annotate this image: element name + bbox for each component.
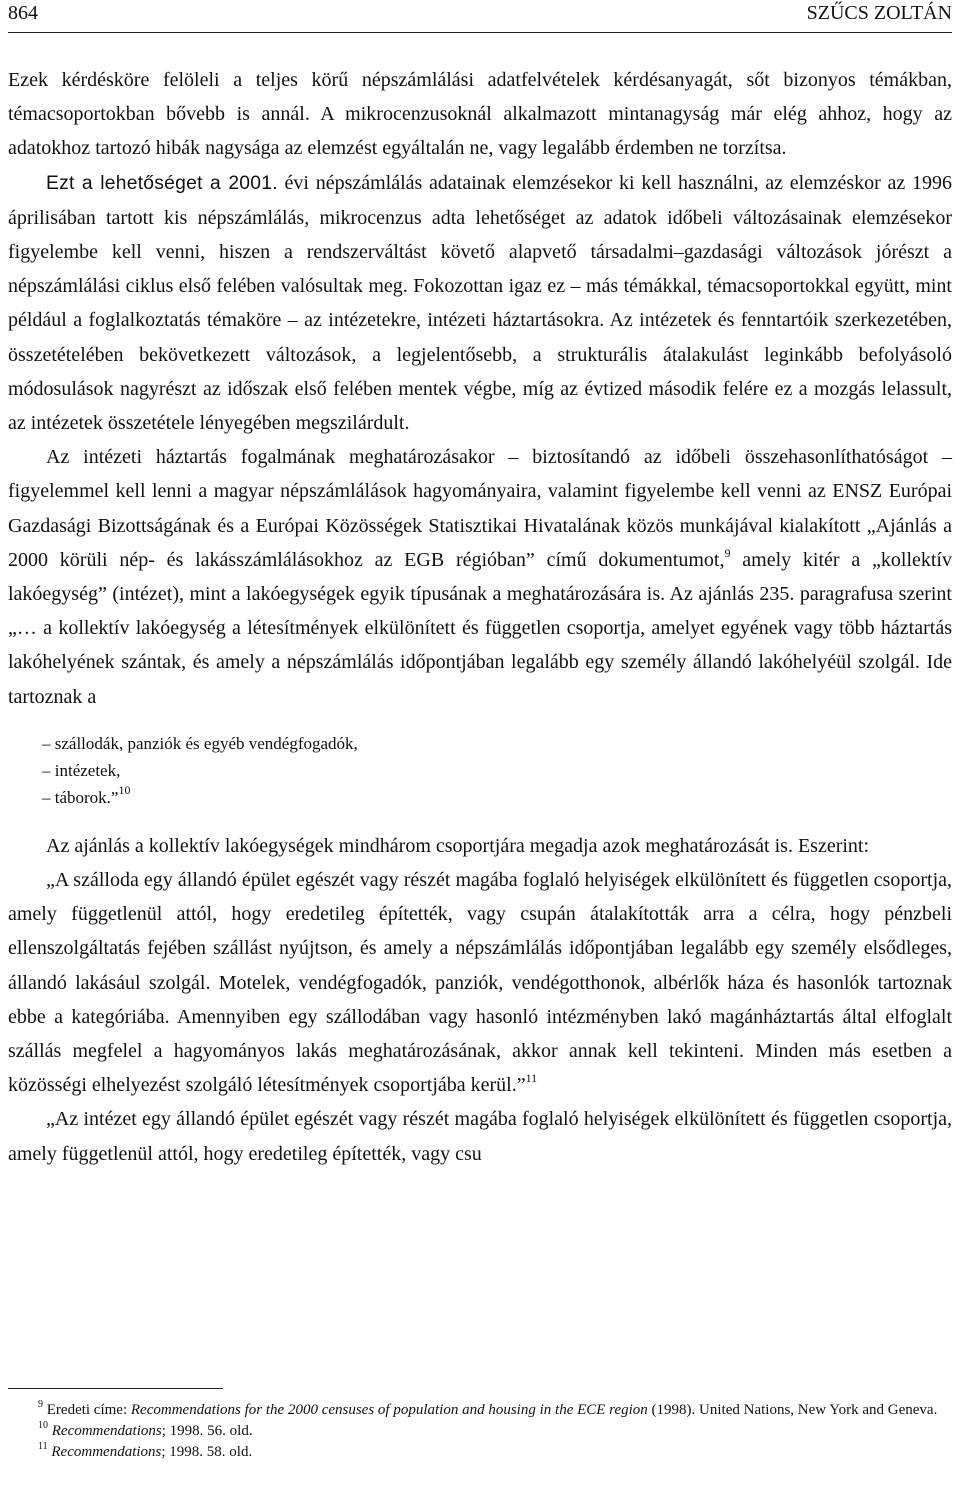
footnote-ref-11: 11 [525, 1071, 538, 1086]
footnote-11 [8, 1442, 952, 1463]
footnote-title: Recommendations [51, 1444, 162, 1460]
footnote-number: 9 [38, 1399, 43, 1410]
header-rule [8, 32, 952, 33]
footnote-ref-9: 9 [724, 545, 731, 560]
paragraph-3-text-a: Az intézeti háztartás fogalmának meghatározásakor – biztosítandó az időbeli összehasonlíthatóságot – figyelemmel kell lenni a magyar népszámlálások hagyományaira, valamint figyelembe kell venni az ENSZ Európai Gazdasági Bizottságának és a Európai Közösségek Statisztikai Hivatalának közös munkájával kialakított „Ajánlás a 2000 körüli nép- és lakásszámlálásokhoz az EGB régióban” című dokumentumot, [8, 446, 952, 571]
body-text [8, 63, 952, 1171]
footnote-text: ; 1998. 56. old. [161, 1423, 253, 1439]
footnote-text: Eredeti címe: [46, 1402, 131, 1418]
footnote-text: (1998). United Nations, New York and Geneva. [647, 1402, 938, 1418]
paragraph-4: Az ajánlás a kollektív lakóegységek mindhárom csoportjára megadja azok meghatározását is. Eszerint: [46, 834, 870, 857]
footnote-number: 10 [38, 1420, 48, 1431]
footnote-ref-10: 10 [118, 782, 131, 797]
paragraph-6: „Az intézet egy állandó épület egészét vagy részét magába foglaló helyiségek elkülönített és független csoportja, amely függetlenül attól, hogy eredetileg építették, vagy csu [8, 1108, 952, 1165]
footnotes [8, 1400, 952, 1463]
paragraph-3 [8, 440, 952, 714]
footnote-10 [8, 1421, 952, 1442]
paragraph-1: Ezek kérdésköre felöleli a teljes körű népszámlálási adatfelvételek kérdésanyagát, sőt bizonyos témákban, témacsoportokban bővebb is annál. A mikrocenzusoknál alkalmazott mintanagyság már elég ahhoz, hogy az adatokhoz tartozó hibák nagysága az elemzést egyáltalán ne, vagy legalább érdemben ne torzítsa. [8, 69, 952, 160]
paragraph-5-text: „A szálloda egy állandó épület egészét vagy részét magába foglaló helyiségek elkülönített és független csoportja, amely függetlenül attól, hogy eredetileg építették, vagy csupán átalakították arra a célra, hogy pénzbeli ellenszolgáltatás fejében szállást nyújtson, és amely a népszámlálás időpontjában legalább egy személy elsődleges, állandó lakásául szolgál. Motelek, vendégfogadók, panziók, vendégotthonok, albérlők háza és hasonlók tartoznak ebbe a kategóriába. Amennyiben egy szállodában vagy hasonló intézményben lakó magánháztartás által elfoglalt szállás megfelel a hagyományos lakás meghatározásának, akkor annak kell tekinteni. Minden más esetben a közösségi elhelyezést szolgáló létesítmények csoportjába kerül.” [8, 869, 952, 1097]
footnote-9 [8, 1400, 952, 1421]
footnote-title: Recommendations for the 2000 censuses of population and housing in the ECE region [130, 1402, 648, 1418]
paragraph-2 [8, 166, 952, 441]
footnote-rule [8, 1388, 223, 1389]
paragraph-2-text: évi népszámlálás adatainak elemzésekor ki kell használni, az elemzéskor az 1996 áprilisában tartott kis népszámlálás, mikrocenzus adta lehetőséget az adatok időbeli változásainak elemzésekor figyelembe kell venni, hiszen a rendszerváltást követő alapvető társadalmi–gazdasági változások jórészt a népszámlálási ciklus első felében valósultak meg. Fokozottan igaz ez – más témákkal, témacsoportokkal együtt, mint például a foglalkoztatás témaköre – az intézetekre, intézeti háztartásokra. Az intézetek és fenntartóik szerkezetében, összetételében bekövetkezett változások, a legjelentősebb, a strukturális átalakulást leginkább befolyásoló módosulások nagyrészt az időszak első felében mentek végbe, míg az évtized második felére ez a mozgás lelassult, az intézetek összetétele lényegében megszilárdult. [8, 171, 953, 435]
footnote-title: Recommendations [51, 1423, 162, 1439]
list-item: – intézetek, [42, 760, 121, 780]
paragraph-2-lead: Ezt a lehetőséget a 2001. [46, 172, 278, 194]
quoted-list [8, 730, 952, 811]
page-number: 864 [8, 2, 38, 24]
footnote-text: ; 1998. 58. old. [161, 1444, 253, 1460]
paragraph-5 [8, 863, 952, 1102]
running-header-author: SZŰCS ZOLTÁN [806, 2, 952, 24]
list-item: – szállodák, panziók és egyéb vendégfogadók, [42, 733, 358, 753]
list-item: – táborok.” [42, 787, 119, 807]
footnote-number: 11 [38, 1441, 48, 1452]
paragraph-3-text-b: amely kitér a „kollektív lakóegység” (intézet), mint a lakóegységek egyik típusának a meghatározására is. Az ajánlás 235. paragrafusa szerint „… a kollektív lakóegység a létesítmények elkülönített és független csoportja, amelyet egyének vagy több háztartás lakóhelyének szántak, és amely a népszámlálás időpontjában legalább egy személy állandó lakóhelyéül szolgál. Ide tartoznak a [8, 548, 952, 708]
